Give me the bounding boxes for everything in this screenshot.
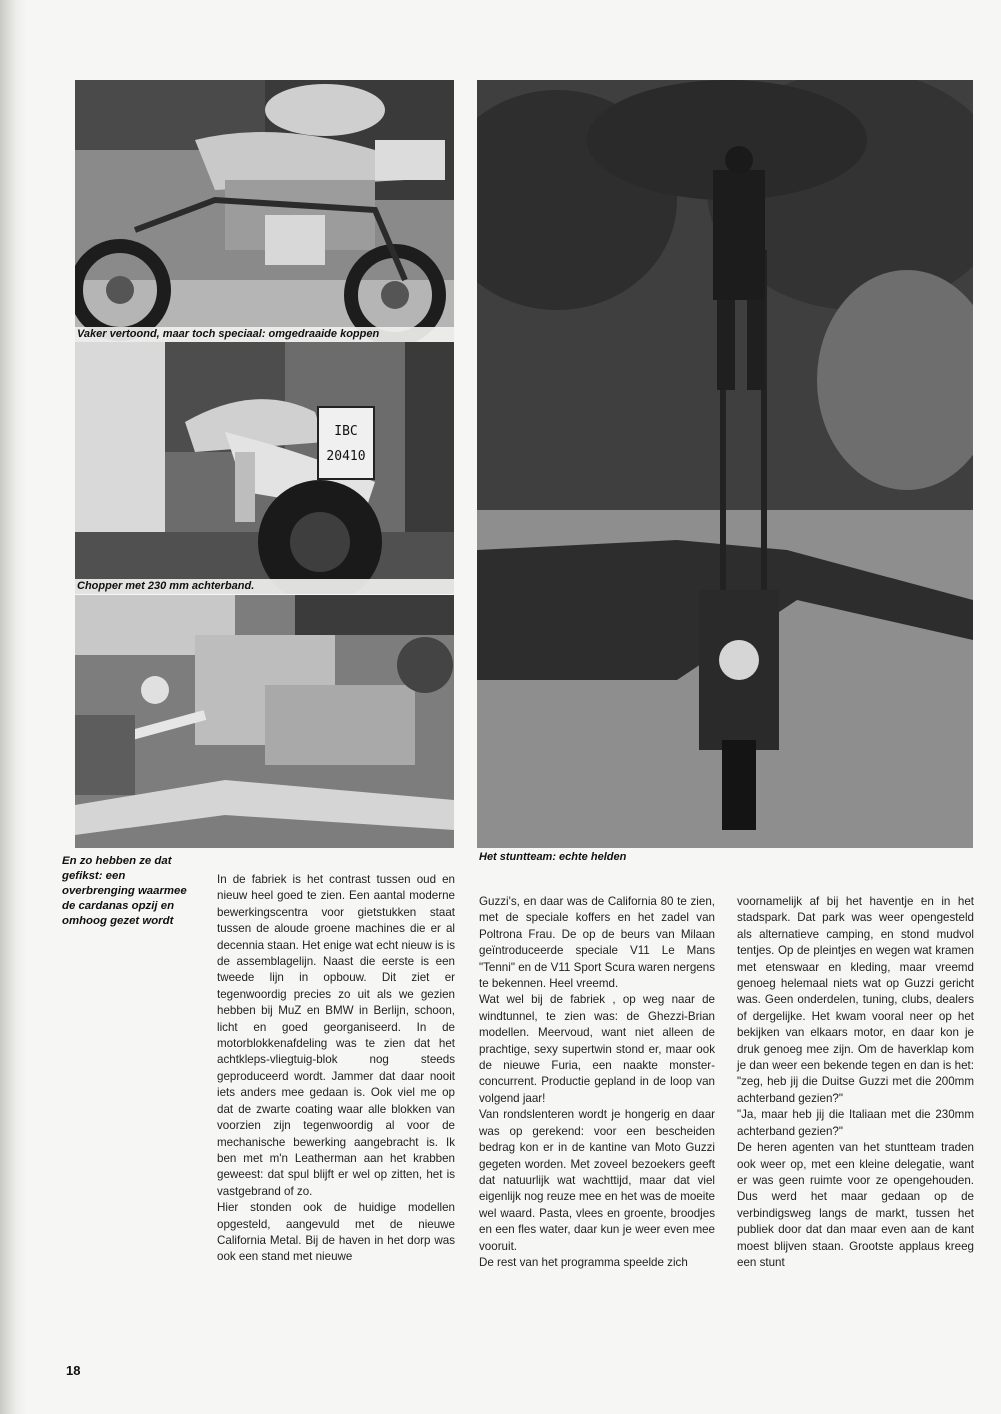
article-column-3 [737, 894, 974, 1271]
photo-caption-4: Het stuntteam: echte helden [479, 851, 627, 863]
photo-chopper-image [75, 342, 454, 594]
photo-caption-2: Chopper met 230 mm achterband. [77, 580, 255, 592]
photo-motorcycle-reversed-heads-image [75, 80, 454, 342]
paragraph: Wat wel bij de fabriek , op weg naar de windtunnel, te zien was: de Ghezzi-Brian modellen. Meervoud, want niet alleen de prachtige, sexy supertwin stond er, maar ook de nieuwe Furia, een naakte monster-concurrent. Productie gepland in de loop van volgend jaar! [479, 993, 715, 1105]
page-edge-shadow [0, 0, 26, 1414]
paragraph: De heren agenten van het stuntteam traden ook weer op, met een kleine delegatie, want er was geen ruimte voor ze opengehouden. Dus werd het maar gedaan op de verbindigsweg langs de markt, tussen het publiek door dat dan maar even aan de kant moest blijven staan. Grootste applaus kreeg een stunt [737, 1141, 974, 1269]
side-caption: En zo hebben ze dat gefikst: een overbrenging waarmee de cardanas opzij en omhoog gezet wordt [62, 855, 187, 927]
page-number: 18 [66, 1363, 81, 1378]
license-plate-line-2: 20410 [326, 449, 366, 464]
paragraph: "Ja, maar heb jij die Italiaan met die 230mm achterband gezien?" [737, 1108, 974, 1138]
photo-stunt-team-image [477, 80, 973, 848]
photo-motorcycle-reversed-heads [75, 80, 454, 342]
paragraph: voornamelijk af bij het haventje en in het stadspark. Dat park was weer opengesteld als alternatieve camping, en stond mudvol tentjes. Op de pleintjes en wegen wat kramen met etenswaar en kleding, maar vreemd genoeg helemaal niets wat op Guzzi gericht was. Geen onderdelen, tuning, clubs, dealers of dergelijke. Het kwam vooral neer op het bekijken van elkaars motor, en daar kon je druk genoeg mee zijn. Om de haverklap kom je dan weer een bekende tegen en dan is het: "zeg, heb jij die Duitse Guzzi met die 200mm achterband gezien?" [737, 895, 974, 1105]
paragraph: In de fabriek is het contrast tussen oud en nieuw heel goed te zien. Een aantal moderne bewerkingscentra voor gietstukken staat tussen de aloude groene machines die er al decennia staan. Het enige wat echt nieuw is is de assemblagelijn. Naast die eerste is een tweede lijn in opbouw. Dit ziet er tegenwoordig precies zo uit als we gezien hebben bij MuZ en BMW in Berlijn, schoon, licht en goed georganiseerd. In de motorblokkenafdeling was te zien dat het achtkleps-vliegtuig-blok nog steeds geproduceerd wordt. Jammer dat daar nooit iets anders mee gedaan is. Ook viel me op dat de zwarte coating waar alle blokken van voorzien zijn tegenwoordig al voor de mechanische bewerking aangebracht is. Ik ben met m'n Leatherman aan het krabben geweest: dat spul blijft er wel op zitten, het is vastgebrand of zo. [217, 873, 455, 1198]
photo-gearbox-closeup [75, 595, 454, 848]
paragraph: Guzzi's, en daar was de California 80 te zien, met de speciale koffers en het zadel van Poltrona Frau. De op de beurs van Milaan geïntroduceerde speciale V11 Le Mans "Tenni" en de V11 Sport Scura waren nergens te bekennen. Heel vreemd. [479, 895, 715, 991]
photo-stunt-team [477, 80, 973, 848]
article-column-1 [217, 872, 455, 1266]
photo-caption-1: Vaker vertoond, maar toch speciaal: omgedraaide koppen [77, 328, 380, 340]
article-column-2 [479, 894, 715, 1271]
paragraph: Van rondslenteren wordt je hongerig en daar was op gerekend: voor een bescheiden bedrag kon er in de kantine van Moto Guzzi gegeten worden. Met zoveel bezoekers geeft dat natuurlijk wat wachttijd, maar dat viel eigenlijk nog reuze mee en het was de moeite wel waard. Pasta, vlees en groente, broodjes en een fles water, daar kun je weer even mee vooruit. [479, 1108, 715, 1253]
paragraph: Hier stonden ook de huidige modellen opgesteld, aangevuld met de nieuwe California Metal. Bij de haven in het dorp was ook een stand met nieuwe [217, 1201, 455, 1264]
license-plate-line-1: IBC [334, 424, 358, 439]
photo-gearbox-closeup-image [75, 595, 454, 848]
paragraph: De rest van het programma speelde zich [479, 1255, 688, 1269]
photo-chopper [75, 342, 454, 594]
